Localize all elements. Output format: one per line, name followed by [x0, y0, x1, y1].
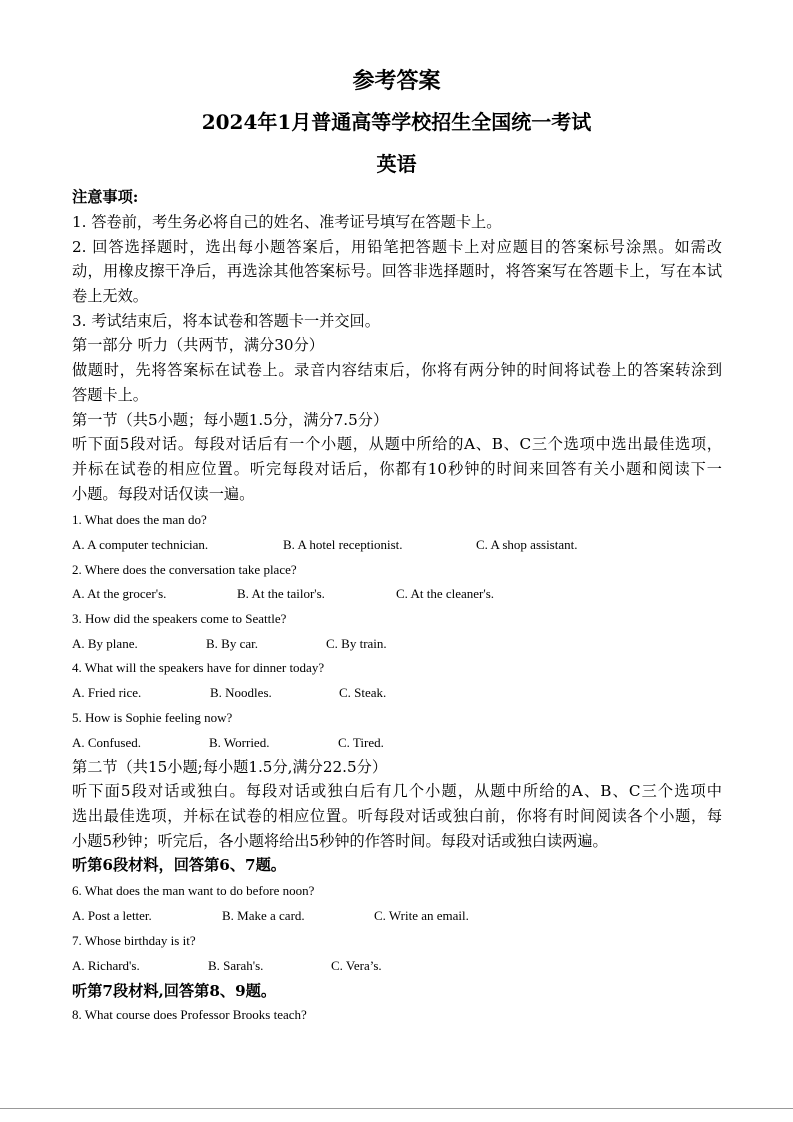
material-7-heading: 听第7段材料,回答第8、9题。	[72, 982, 277, 1000]
question-2-option-b: B. At the tailor's.	[237, 586, 325, 601]
section2-intro-line-2: 选出最佳选项，并标在试卷的相应位置。听每段对话或独白前，你将有时间阅读各个小题，每	[72, 807, 722, 825]
section1-intro-line-1: 听下面5段对话。每段对话后有一个小题，从题中所给的A、B、C三个选项中选出最佳选项，	[72, 435, 722, 453]
question-3-option-a: A. By plane.	[72, 636, 138, 651]
question-3: 3. How did the speakers come to Seattle?	[72, 611, 287, 626]
question-7-option-b: B. Sarah's.	[208, 958, 264, 973]
page-title: 参考答案	[352, 68, 441, 94]
notice-item-2-line-1: 2. 回答选择题时，选出每小题答案后，用铅笔把答题卡上对应题目的答案标号涂黑。如需改	[72, 238, 722, 256]
exam-title: 2024年1月普通高等学校招生全国统一考试	[201, 110, 592, 134]
question-6-option-a: A. Post a letter.	[72, 908, 152, 923]
question-6: 6. What does the man want to do before noon?	[72, 883, 315, 898]
question-5: 5. How is Sophie feeling now?	[72, 710, 233, 725]
question-3-option-b: B. By car.	[206, 636, 258, 651]
material-6-heading: 听第6段材料，回答第6、7题。	[72, 856, 286, 874]
question-6-option-b: B. Make a card.	[222, 908, 305, 923]
section1-heading: 第一节（共5小题；每小题1.5分，满分7.5分）	[72, 411, 389, 429]
question-2-option-a: A. At the grocer's.	[72, 586, 167, 601]
question-7: 7. Whose birthday is it?	[72, 933, 196, 948]
part1-intro-line-1: 做题时，先将答案标在试卷上。录音内容结束后，你将有两分钟的时间将试卷上的答案转涂到	[72, 361, 722, 379]
question-2-option-c: C. At the cleaner's.	[396, 586, 495, 601]
question-4: 4. What will the speakers have for dinner today?	[72, 660, 325, 675]
question-5-option-c: C. Tired.	[338, 735, 384, 750]
section1-intro-line-2: 并标在试卷的相应位置。听完每段对话后，你都有10秒钟的时间来回答有关小题和阅读下一	[72, 460, 722, 478]
question-1: 1. What does the man do?	[72, 512, 207, 527]
question-4-option-a: A. Fried rice.	[72, 685, 142, 700]
question-1-option-a: A. A computer technician.	[72, 537, 209, 552]
question-7-option-a: A. Richard's.	[72, 958, 140, 973]
question-8: 8. What course does Professor Brooks teach?	[72, 1007, 307, 1022]
question-6-option-c: C. Write an email.	[374, 908, 469, 923]
question-5-option-a: A. Confused.	[72, 735, 141, 750]
question-2: 2. Where does the conversation take place?	[72, 562, 297, 577]
notice-item-1: 1. 答卷前，考生务必将自己的姓名、准考证号填写在答题卡上。	[72, 213, 502, 231]
part1-heading: 第一部分 听力（共两节，满分30分）	[72, 336, 324, 354]
question-4-option-b: B. Noodles.	[210, 685, 272, 700]
question-1-option-b: B. A hotel receptionist.	[283, 537, 403, 552]
question-3-option-c: C. By train.	[326, 636, 387, 651]
notice-heading: 注意事项:	[72, 188, 139, 206]
notice-item-2-line-3: 卷上无效。	[72, 287, 148, 305]
section2-intro-line-3: 小题5秒钟；听完后，各小题将给出5秒钟的作答时间。每段对话或独白读两遍。	[72, 832, 608, 850]
question-1-option-c: C. A shop assistant.	[476, 537, 578, 552]
section2-intro-line-1: 听下面5段对话或独白。每段对话或独白后有几个小题，从题中所给的A、B、C三个选项中	[72, 782, 722, 800]
question-7-option-c: C. Vera’s.	[331, 958, 382, 973]
section2-heading: 第二节（共15小题;每小题1.5分,满分22.5分）	[72, 758, 388, 776]
question-4-option-c: C. Steak.	[339, 685, 387, 700]
notice-item-2-line-2: 动，用橡皮擦干净后，再选涂其他答案标号。回答非选择题时，将答案写在答题卡上，写在本试	[72, 262, 722, 280]
question-5-option-b: B. Worried.	[209, 735, 270, 750]
notice-item-3: 3. 考试结束后，将本试卷和答题卡一并交回。	[72, 312, 380, 330]
subject-title: 英语	[376, 152, 417, 176]
section1-intro-line-3: 小题。每段对话仅读一遍。	[72, 485, 255, 503]
page-bottom-rule	[0, 1108, 793, 1109]
part1-intro-line-2: 答题卡上。	[72, 386, 148, 404]
